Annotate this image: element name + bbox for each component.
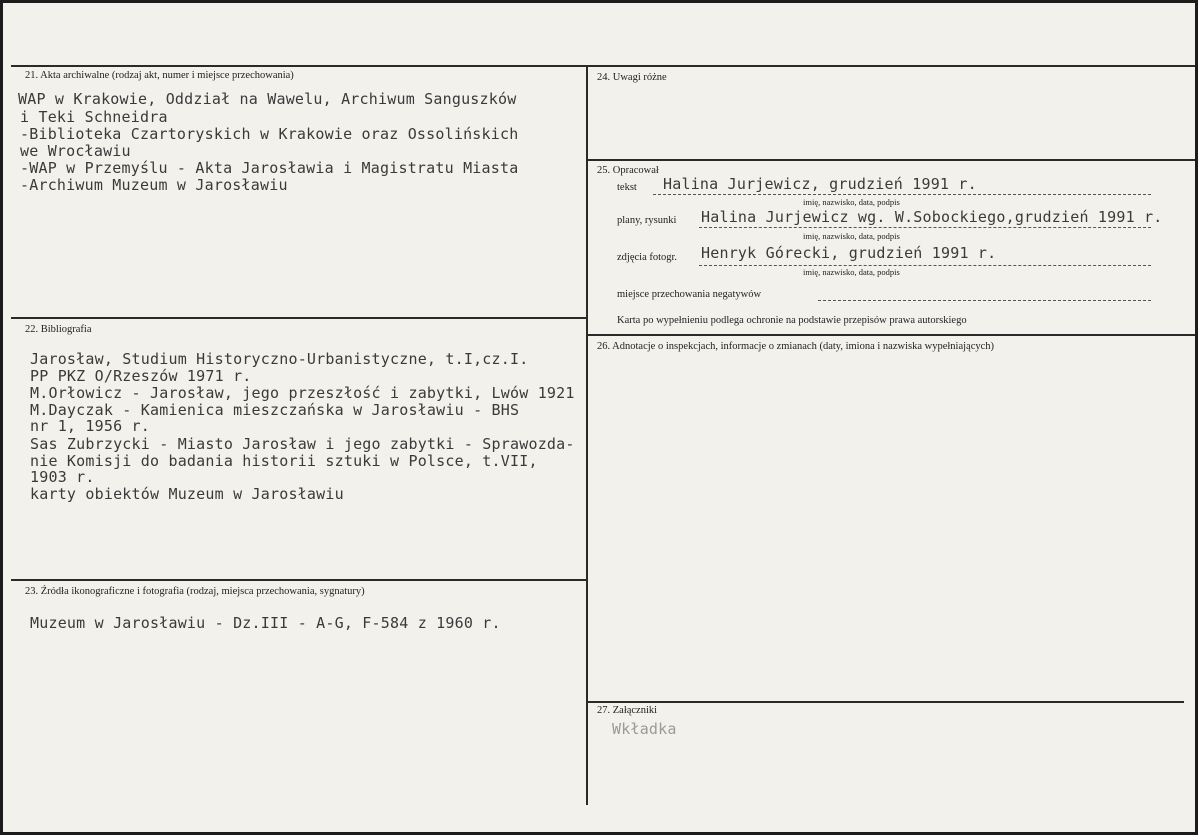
tekst-caption: imię, nazwisko, data, podpis bbox=[803, 197, 900, 207]
top-divider bbox=[11, 65, 1196, 67]
section-24-label: 24. Uwagi różne bbox=[597, 72, 667, 83]
tekst-underline bbox=[653, 194, 1151, 195]
divider-24-25 bbox=[588, 159, 1196, 161]
archive-line: -Archiwum Muzeum w Jarosławiu bbox=[20, 176, 288, 194]
attachment-value: Wkładka bbox=[612, 720, 677, 738]
divider-25-26 bbox=[588, 334, 1196, 336]
plany-label: plany, rysunki bbox=[617, 215, 677, 226]
bibliography-line: nie Komisji do badania historii sztuki w Polsce, t.VII, bbox=[30, 452, 538, 470]
negatywy-label: miejsce przechowania negatywów bbox=[617, 289, 762, 300]
bibliography-line: karty obiektów Muzeum w Jarosławiu bbox=[30, 485, 344, 503]
bibliography-line: M.Dayczak - Kamienica mieszczańska w Jarosławiu - BHS bbox=[30, 401, 520, 419]
zdjecia-value: Henryk Górecki, grudzień 1991 r. bbox=[701, 244, 997, 262]
bibliography-line: PP PKZ O/Rzeszów 1971 r. bbox=[30, 367, 252, 385]
archive-line: WAP w Krakowie, Oddział na Wawelu, Archiwum Sanguszków bbox=[18, 90, 517, 108]
center-divider bbox=[586, 65, 588, 805]
tekst-label: tekst bbox=[617, 182, 637, 193]
negatywy-underline bbox=[818, 300, 1151, 301]
divider-22-23 bbox=[11, 579, 586, 581]
section-25-label: 25. Opracował bbox=[597, 165, 659, 176]
zdjecia-caption: imię, nazwisko, data, podpis bbox=[803, 267, 900, 277]
archive-line: i Teki Schneidra bbox=[20, 108, 168, 126]
bibliography-line: Jarosław, Studium Historyczno-Urbanistyczne, t.I,cz.I. bbox=[30, 350, 529, 368]
section-23-label: 23. Źródła ikonograficzne i fotografia (rodzaj, miejsca przechowania, sygnatury) bbox=[25, 586, 365, 597]
zdjecia-underline bbox=[699, 265, 1151, 266]
bibliography-line: 1903 r. bbox=[30, 468, 95, 486]
bibliography-line: M.Orłowicz - Jarosław, jego przeszłość i zabytki, Lwów 1921 bbox=[30, 384, 575, 402]
archive-line: -Biblioteka Czartoryskich w Krakowie oraz Ossolińskich bbox=[20, 125, 519, 143]
plany-caption: imię, nazwisko, data, podpis bbox=[803, 231, 900, 241]
section-27-label: 27. Załączniki bbox=[597, 705, 658, 716]
copyright-note: Karta po wypełnieniu podlega ochronie na podstawie przepisów prawa autorskiego bbox=[617, 315, 967, 326]
section-22-label: 22. Bibliografia bbox=[25, 324, 92, 335]
divider-21-22 bbox=[11, 317, 586, 319]
archive-line: -WAP w Przemyślu - Akta Jarosławia i Magistratu Miasta bbox=[20, 159, 519, 177]
archive-line: we Wrocławiu bbox=[20, 142, 131, 160]
plany-value: Halina Jurjewicz wg. W.Sobockiego,grudzień 1991 r. bbox=[701, 208, 1163, 226]
section-21-label: 21. Akta archiwalne (rodzaj akt, numer i miejsce przechowania) bbox=[25, 70, 294, 81]
plany-underline bbox=[699, 227, 1151, 228]
bibliography-line: nr 1, 1956 r. bbox=[30, 417, 150, 435]
iconography-value: Muzeum w Jarosławiu - Dz.III - A-G, F-584 z 1960 r. bbox=[30, 614, 501, 632]
divider-26-27 bbox=[588, 701, 1184, 703]
section-26-label: 26. Adnotacje o inspekcjach, informacje o zmianach (daty, imiona i nazwiska wypełniających) bbox=[597, 341, 995, 352]
zdjecia-label: zdjęcia fotogr. bbox=[617, 252, 678, 263]
bibliography-line: Sas Zubrzycki - Miasto Jarosław i jego zabytki - Sprawozda- bbox=[30, 435, 575, 453]
tekst-value: Halina Jurjewicz, grudzień 1991 r. bbox=[663, 175, 977, 193]
